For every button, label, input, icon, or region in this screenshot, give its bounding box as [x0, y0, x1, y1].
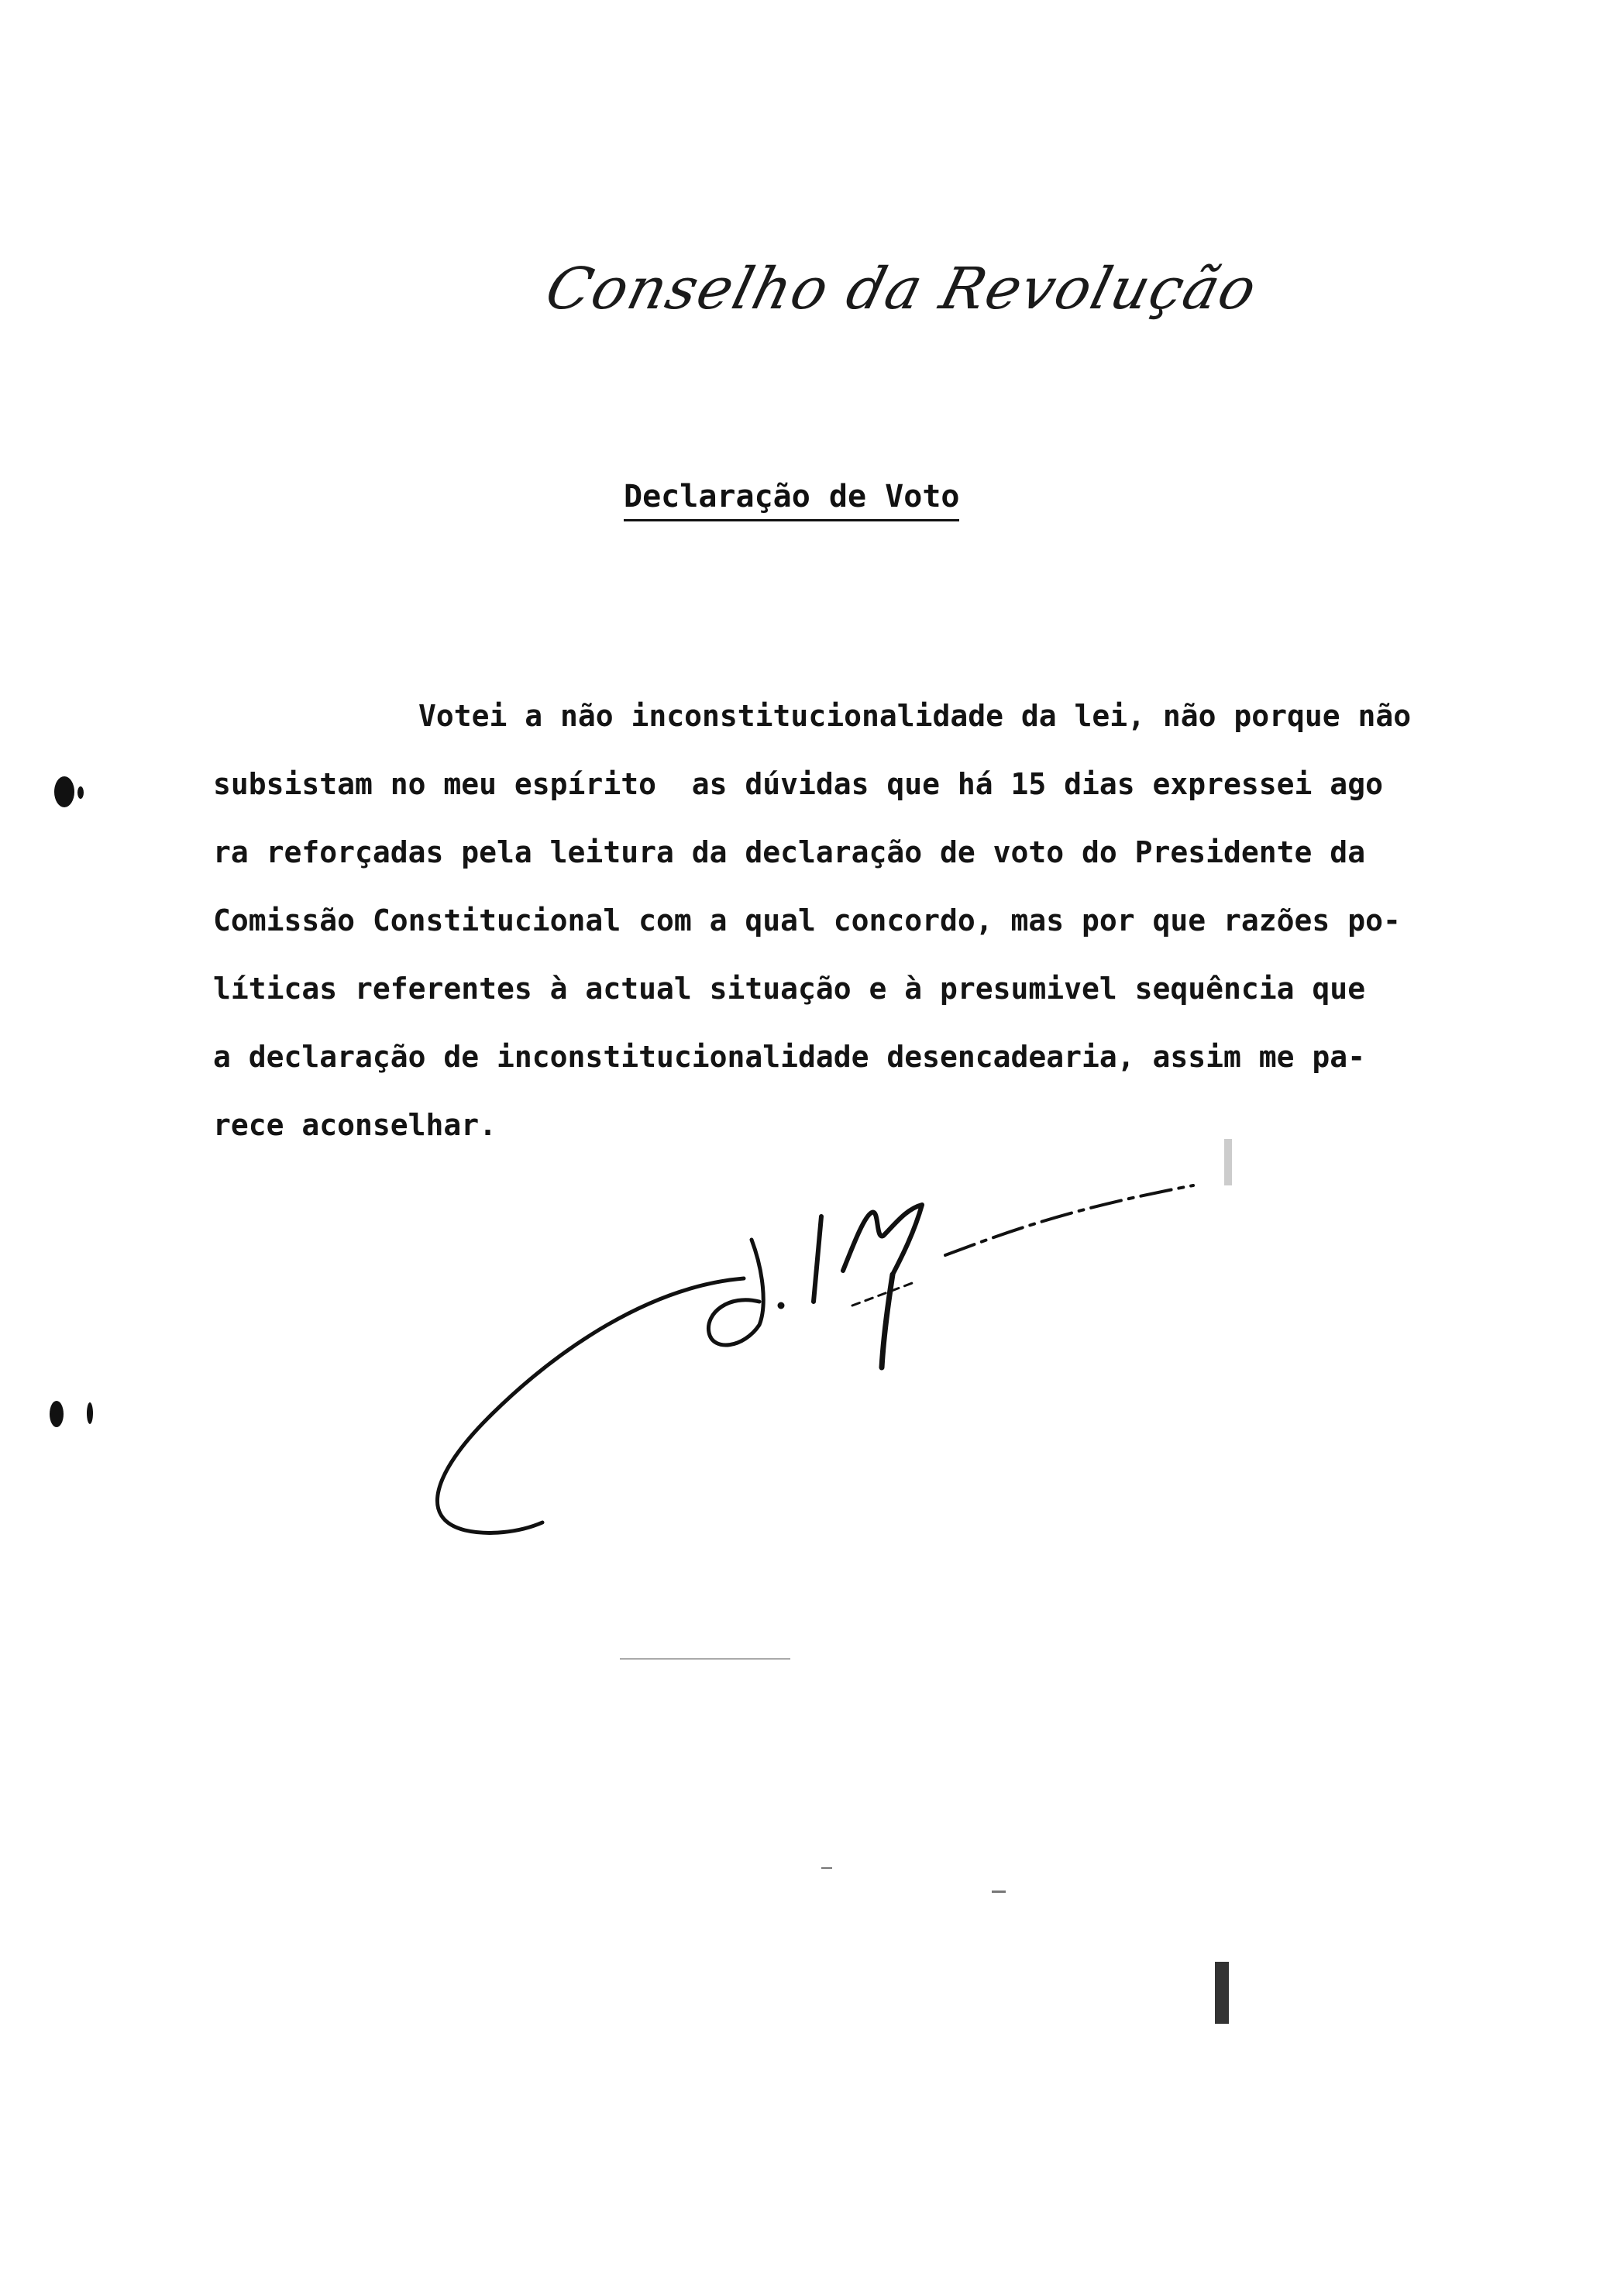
punch-hole-icon [77, 786, 84, 799]
scan-artifact [620, 1658, 790, 1660]
document-title: Declaração de Voto [624, 479, 959, 521]
paragraph-line: Votei a não inconstitucionalidade da lei, não porque não [418, 699, 1412, 733]
punch-hole-icon [87, 1402, 93, 1424]
paragraph-line: subsistam no meu espírito as dúvidas que há 15 dias expressei ago [213, 767, 1383, 801]
paragraph-line: Comissão Constitucional com a qual concordo, mas por que razões po- [213, 903, 1401, 938]
punch-hole-icon [54, 776, 74, 807]
punch-hole-icon [50, 1401, 64, 1427]
letterhead: Conselho da Revolução [539, 256, 1264, 322]
paragraph-line: a declaração de inconstitucionalidade desencadearia, assim me pa- [213, 1040, 1366, 1074]
paragraph-line: líticas referentes à actual situação e à presumivel sequência que [213, 972, 1366, 1006]
paragraph-line: rece aconselhar. [213, 1108, 497, 1142]
scan-artifact [1224, 1139, 1232, 1185]
scan-artifact [821, 1867, 832, 1869]
handwritten-signature [418, 1147, 1271, 1550]
scan-artifact [992, 1891, 1006, 1893]
declaration-paragraph [213, 682, 1561, 1159]
paragraph-line: ra reforçadas pela leitura da declaração de voto do Presidente da [213, 835, 1366, 869]
scan-artifact [1215, 1962, 1229, 2024]
